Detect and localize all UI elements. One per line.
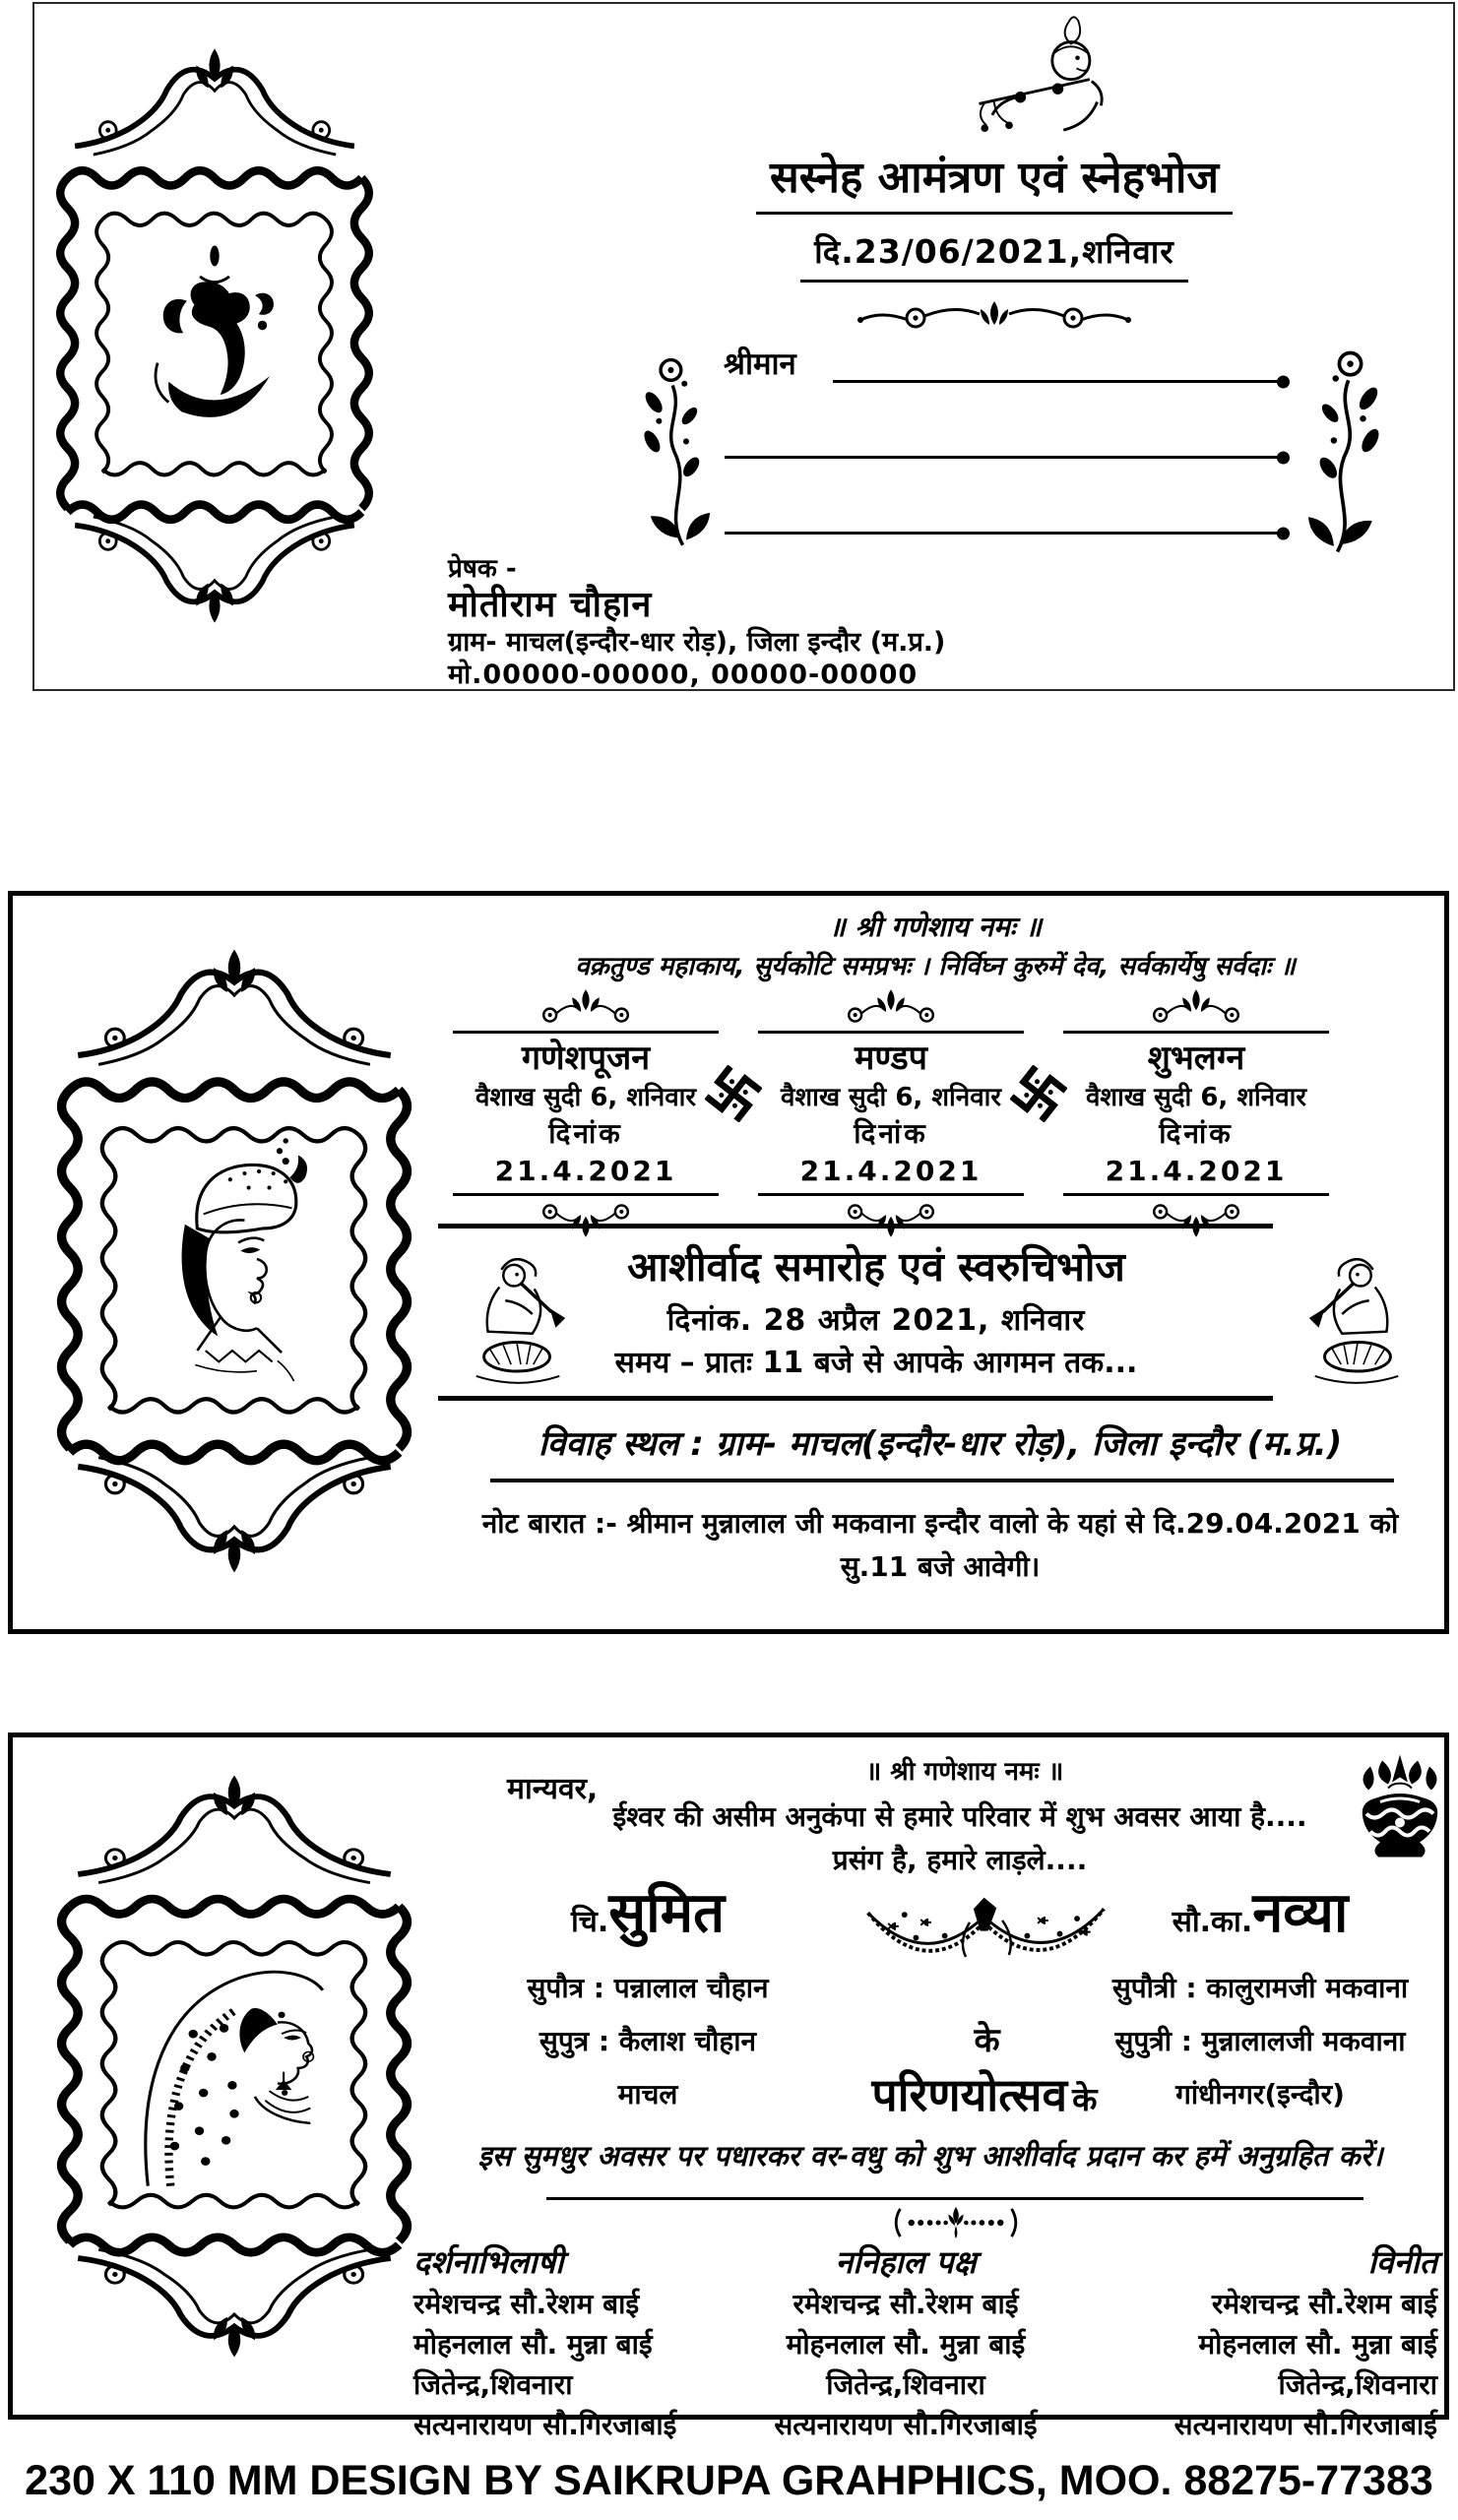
column-name: रमेशचन्द्र सौ.रेशम बाई (413, 2288, 640, 2320)
sender-label: प्रेषक - (448, 554, 517, 584)
connector-ke: के (974, 2021, 1000, 2060)
flower-sprig-right-icon (1307, 313, 1394, 567)
event-tithi: वैशाख सुदी 6, शनिवार (475, 1083, 697, 1112)
sender-address: ग्राम- माचल(इन्दौर-धार रोड़), जिला इन्दौर (म.प्र.) (448, 627, 946, 658)
event-tithi: वैशाख सुदी 6, शनिवार (780, 1083, 1002, 1112)
column-name: मोहनलाल सौ. मुन्ना बाई (1198, 2328, 1437, 2361)
event-date: दिनांक 21.4.2021 (1105, 1117, 1288, 1187)
venue-line: विवाह स्थल : ग्राम- माचल(इन्दौर-धार रोड़), जिला इन्दौर (म.प्र.) (538, 1424, 1343, 1464)
blessing-time: समय – प्रातः 11 बजे से आपके आगमन तक... (614, 1346, 1138, 1380)
designer-credit: 230 X 110 MM DESIGN BY SAIKRUPA GRAHPHICS, MOO. 88275-77383 (25, 2457, 1433, 2504)
groom-name-line (451, 1878, 845, 1962)
event-title: परिणयोत्सव (871, 2068, 1068, 2121)
event-date: दिनांक 21.4.2021 (799, 1117, 983, 1187)
event-title-line (768, 2063, 1201, 2124)
bride-portrait (146, 1972, 323, 2185)
card-date: दि.23/06/2021,शनिवार (800, 228, 1188, 283)
bride-line-1: सुपौत्री : कालुरामजी मकवाना (1111, 1972, 1409, 2004)
invocation-line: ॥ श्री गणेशाय नमः ॥ (828, 911, 1043, 943)
column-name: मोहनलाल सौ. मुन्ना बाई (786, 2328, 1026, 2361)
ornament-band-icon (807, 986, 975, 1028)
column-name: सत्यनारायण सौ.गिरजाबाई (413, 2409, 677, 2441)
event-shubh-lagna (1063, 986, 1329, 1240)
salutation: मान्यवर, (507, 1772, 599, 1806)
event-name: गणेशपूजन (521, 1039, 651, 1078)
swastika-icon (1010, 1065, 1067, 1122)
groom-portrait (182, 1138, 307, 1381)
column-name: जितेन्द्र,शिवनारा (1278, 2368, 1437, 2401)
ganesh-icon (156, 246, 274, 417)
scroll-divider-icon (797, 295, 1191, 341)
column-darshanabhilashi (413, 2240, 729, 2445)
bride-portrait-frame (49, 1762, 419, 2370)
shehnai-musician-right-icon (1298, 1242, 1414, 1388)
krishna-flute-icon (930, 8, 1127, 138)
groom-portrait-frame (49, 935, 419, 1587)
event-date: दिनांक 21.4.2021 (494, 1117, 677, 1187)
groom-line-1: सुपौत्र : पन्नालाल चौहान (527, 1972, 769, 2004)
sender-phone: मो.00000-00000, 00000-00000 (448, 660, 919, 690)
rule (758, 1193, 1024, 1196)
card-title: सस्नेह आमंत्रण एवं स्नेहभोज (756, 146, 1233, 215)
column-vinit (1093, 2240, 1437, 2445)
ornament-band-icon (1112, 1199, 1280, 1240)
addressee-line-1[interactable] (833, 380, 1284, 383)
venue-rule (490, 1479, 1394, 1482)
bride-name: नव्या (1252, 1881, 1349, 1945)
closing-rule (546, 2197, 1363, 2200)
invocation-line-3: ॥ श्री गणेशाय नमः ॥ (865, 1757, 1064, 1787)
swastika-icon (705, 1065, 762, 1122)
rule (1063, 1031, 1329, 1034)
sender-block (448, 553, 1196, 691)
column-name: रमेशचन्द्र सौ.रेशम बाई (1211, 2288, 1437, 2320)
bride-prefix: सौ.का. (1172, 1905, 1253, 1939)
groom-line-3: माचल (617, 2078, 678, 2110)
groom-line-2: सुपुत्र : कैलाश चौहान (539, 2025, 757, 2057)
groom-prefix: चि. (571, 1905, 609, 1939)
shloka-line: वक्रतुण्ड महाकाय, सुर्यकोटि समप्रभः । निर्विघ्न कुरुमें देव, सर्वकार्येषु सर्वदाः ॥ (575, 952, 1296, 981)
rule (758, 1031, 1024, 1034)
ganesh-frame (49, 35, 380, 636)
column-heading: ननिहाल पक्ष (835, 2243, 977, 2281)
addressee-line-2[interactable] (725, 456, 1284, 459)
event-ganesh-pujan (453, 986, 719, 1240)
sender-name: मोतीराम चौहान (448, 585, 653, 625)
request-line: इस सुमधुर अवसर पर पधारकर वर-वधु को शुभ आशीर्वाद प्रदान कर हमें अनुग्रहित करें। (477, 2139, 1383, 2173)
blessing-date: दिनांक. 28 अप्रैल 2021, शनिवार (666, 1303, 1086, 1338)
date-wrap (650, 228, 1339, 283)
column-name: जितेन्द्र,शिवनारा (413, 2368, 573, 2401)
column-name: जितेन्द्र,शिवनारा (826, 2368, 985, 2401)
event-name: शुभलग्न (1147, 1039, 1245, 1078)
ornament-band-icon (807, 1199, 975, 1240)
column-name: मोहनलाल सौ. मुन्ना बाई (413, 2328, 653, 2361)
ornament-band-icon (502, 1199, 669, 1240)
blessing-bottom-rule (438, 1396, 1273, 1401)
event-name: मण्डप (855, 1039, 927, 1078)
ornament-band-icon (1112, 986, 1280, 1028)
column-name: सत्यनारायण सौ.गिरजाबाई (1173, 2409, 1437, 2441)
column-heading: दर्शनाभिलाषी (413, 2243, 564, 2281)
addressee-line-3[interactable] (725, 532, 1284, 535)
column-heading: विनीत (1367, 2243, 1437, 2281)
bride-name-line (1063, 1878, 1457, 1962)
blessing-title: आशीर्वाद समारोह एवं स्वरुचिभोज (627, 1243, 1125, 1291)
rule (453, 1193, 719, 1196)
title-wrap (650, 146, 1339, 215)
groom-name: सुमित (608, 1881, 725, 1945)
column-name: सत्यनारायण सौ.गिरजाबाई (774, 2409, 1038, 2441)
blessing-top-rule (438, 1224, 1273, 1228)
bride-line-2: सुपुत्री : मुन्नालालजी मकवाना (1114, 2025, 1406, 2057)
intro-line-2: प्रसंग है, हमारे लाड़ले.... (832, 1844, 1088, 1876)
intro-line-1: ईश्वर की असीम अनुकंपा से हमारे परिवार में शुभ अवसर आया है.... (612, 1800, 1307, 1833)
flower-sprig-left-icon (630, 317, 711, 565)
rule (453, 1031, 719, 1034)
rule (1063, 1193, 1329, 1196)
column-name: रमेशचन्द्र सौ.रेशम बाई (792, 2288, 1019, 2320)
bride-line-3: गांधीनगर(इन्दौर) (1175, 2078, 1345, 2110)
column-nanihal-paksh (748, 2240, 1063, 2445)
dot-scroll-icon (891, 2203, 1021, 2242)
ornament-band-icon (502, 986, 669, 1028)
event-title-suffix: के (1072, 2080, 1098, 2118)
addressee-label: श्रीमान (724, 346, 796, 382)
note-line-2: सु.11 बजे आवेगी। (840, 1550, 1041, 1583)
event-tithi: वैशाख सुदी 6, शनिवार (1085, 1083, 1307, 1112)
note-line-1: नोट बारात :- श्रीमान मुन्नालाल जी मकवाना इन्दौर वालो के यहां से दि.29.04.2021 को (481, 1507, 1399, 1540)
event-mandap (758, 986, 1024, 1240)
